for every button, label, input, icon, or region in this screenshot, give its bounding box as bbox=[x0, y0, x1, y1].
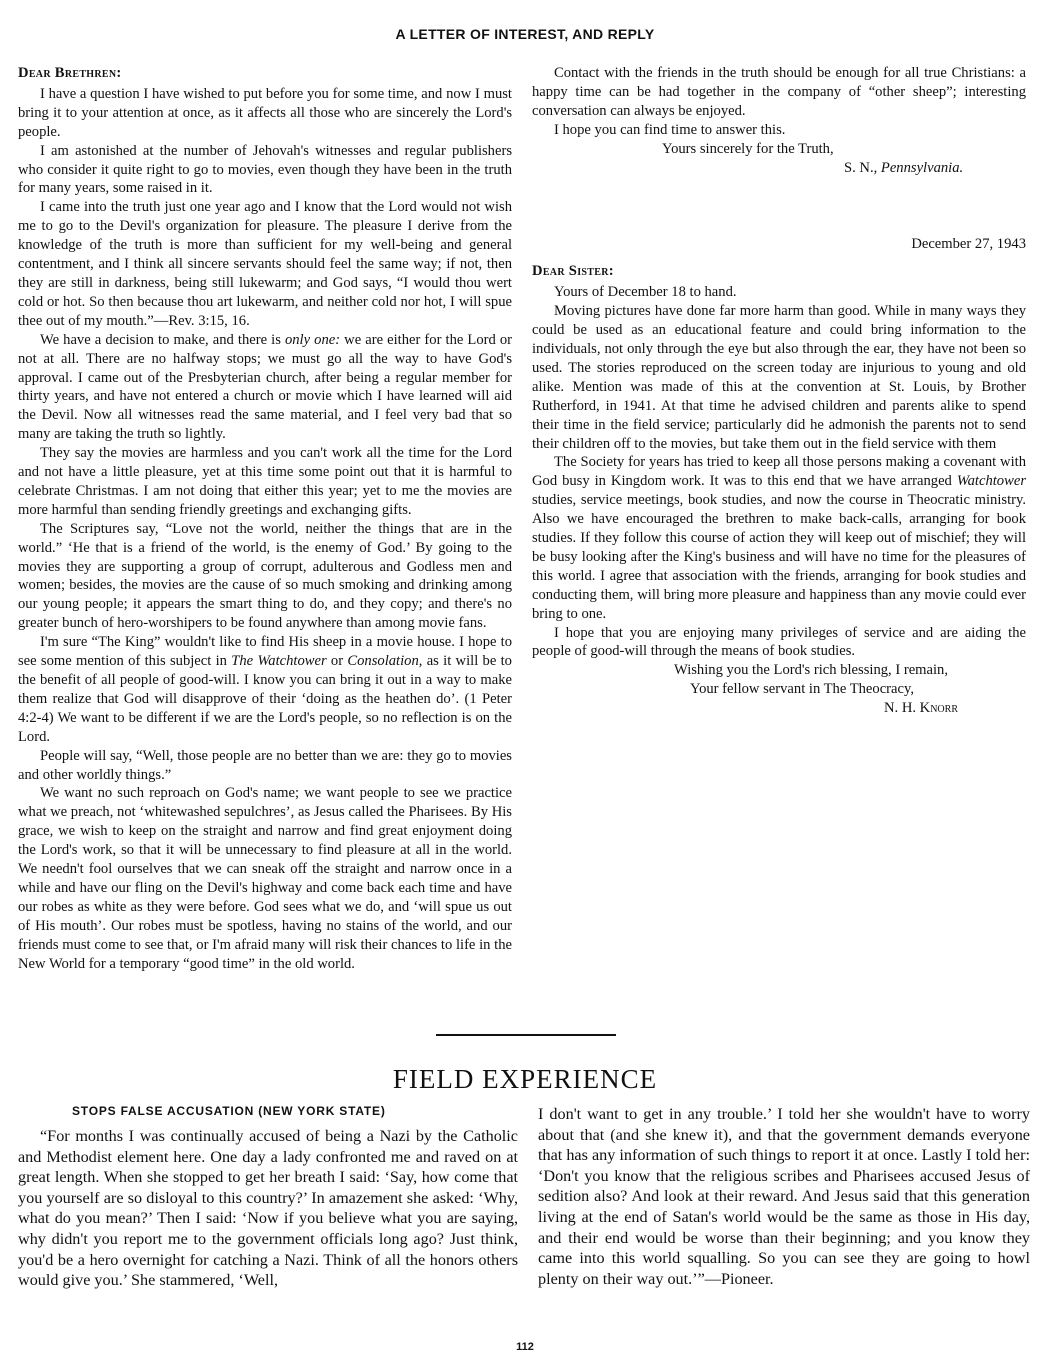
letter-paragraph bbox=[18, 633, 512, 746]
text-run: I'm sure “The King” wouldn't like to find His sheep in a movie house. I hope to see some mention of this subject in bbox=[18, 634, 512, 670]
reply-salutation: Dear Sister: bbox=[532, 263, 614, 280]
letter-signature bbox=[532, 159, 1026, 178]
letter-paragraph: I hope you can find time to answer this. bbox=[554, 121, 786, 138]
reply-paragraph bbox=[532, 453, 1026, 623]
letter-paragraph: I came into the truth just one year ago and I know that the Lord would not wish me to go to the Devil's organization for pleasure. The pleasure I derive from the knowledge of the truth is more than sufficient for my well-being and general contentment, and I think all sincere servants should feel the same way; if not, then they are still in darkness, being still lukewarm; and God says, “I would thou wert cold or hot. So then because thou art lukewarm, and neither cold nor hot, I will spue thee out of my mouth.”—Rev. 3:15, 16. bbox=[18, 199, 512, 329]
experience-paragraph: I don't want to get in any trouble.’ I told her she wouldn't have to worry about that (and she knew it), and that the government demands everyone that has any information of such things to report it at once. Lastly I told her: ‘Don't you know that the religious scribes and Pharisees accused Jesus of sedition also? And look at their reward. And Jesus said that this generation living at the end of Satan's world would be the same as those in His day, and their end would be worse than their beginning; and you know they came into this world squalling. So you can see they are going to howl plenty on their way out.’”—Pioneer. bbox=[538, 1105, 1030, 1288]
letter-paragraph: We want no such reproach on God's name; we want people to see we practice what we preach, not ‘whitewashed sepulchres’, as Jesus called the Pharisees. By His grace, we wish to keep on the straight and narrow and find great enjoyment doing the Lord's work, so that it will be unnecessary to find pleasure at all in the world. We needn't fool ourselves that we can sneak off the straight and narrow once in a while and have our fling on the Devil's highway and come back each time and have our robes as white as they were before. God sees what we do, and ‘will spue us out of His mouth’. Our robes must be spotless, having no stains of the world, and our friends must come to see that, or I'm afraid many will risk their chances to life in the New World for a temporary “good time” in the old world. bbox=[18, 785, 512, 972]
text-run: or bbox=[326, 653, 348, 670]
signature-name: S. N., bbox=[844, 159, 878, 176]
letter-salutation: Dear Brethren: bbox=[18, 65, 122, 81]
signature-place: Pennsylvania. bbox=[880, 159, 964, 176]
reply-signature: N. H. Knorr bbox=[884, 700, 958, 717]
page-number: 112 bbox=[516, 1341, 534, 1353]
letter-paragraph: Contact with the friends in the truth should be enough for all true Christians: a happy time can be had together in the company of “other sheep”; interesting conversation can always be enjoyed. bbox=[532, 65, 1026, 119]
letter-paragraph: The Scriptures say, “Love not the world, neither the things that are in the world.” ‘He that is a friend of the world, is the enemy of God.’ By going to the movies they are supporting a group of corrupt, adulterous and Godless men and women; besides, the movies are the cause of so much smoking and drinking among our young people; it appears the smart thing to do, and they copy; and there's no greater bunch of hero-worshipers to be found anywhere than among movie fans. bbox=[18, 520, 512, 632]
text-run: We have a decision to make, and there is bbox=[40, 331, 285, 348]
reply-paragraph: Moving pictures have done far more harm than good. While in many ways they could be used as an educational feature and could bring information to the individuals, not only through the eye but also through the ear, they have not been so used. The stories reproduced on the screen today are injurious to young and old alike. Mention was made of this at the convention at St. Louis, by Brother Rutherford, in 1941. At that time he advised children and parents alike to spend their time in the field service; particularly did he admonish the parents not to send their children off to the movies, but take them out in the field service with them bbox=[532, 303, 1026, 452]
text-run: we are either for the Lord or not at all. There are no halfway stops; we must go all the way to have God's approval. I came out of the Presbyterian church, after being a regular member for thirty years, and have not entered a church or movie which I have learned will aid the Devil. Now all witnesses read the same material, and I feel very bad that so many are taking the truth so lightly. bbox=[18, 331, 513, 443]
text-run: The Society for years has tried to keep all those persons making a covenant with God busy in Kingdom work. It was to this end that we have arranged bbox=[532, 454, 1026, 490]
reply-date: December 27, 1943 bbox=[911, 236, 1026, 253]
section-title: FIELD EXPERIENCE bbox=[392, 1064, 658, 1094]
experience-paragraph: “For months I was continually accused of being a Nazi by the Catholic and Methodist element here. One day a lady confronted me and raved on at great length. When she stopped to get her breath I said: ‘Say, how come that you yourself are so disloyal to this country?’ In amazement she asked: ‘Why, what do you mean?’ Then I said: ‘Now if you believe what you are saying, why didn't you report me to the government officials long ago? Just think, you'd be a hero overnight for catching a Nazi. Think of all the honors others would give you.’ She stammered, ‘Well, bbox=[18, 1127, 518, 1290]
letter-closing: Yours sincerely for the Truth, bbox=[662, 140, 834, 157]
reply-closing: Your fellow servant in The Theocracy, bbox=[690, 681, 914, 698]
letter-paragraph bbox=[18, 331, 512, 444]
reply-paragraph: Yours of December 18 to hand. bbox=[554, 284, 737, 301]
experience-column-right bbox=[538, 1104, 1030, 1289]
text-run: as it will be to the benefit of all people of good-will. I know you can bring it out in a way to make them realize that God will disapprove of their ‘doing as the heathen do’. (1 Peter 4:2-4) We want to be different if we are the Lord's people, so no reflection is on the Lord. bbox=[18, 653, 512, 745]
emphasis: only one: bbox=[284, 331, 341, 348]
publication-title: Watchtower bbox=[956, 473, 1026, 490]
publication-title: The Watchtower bbox=[231, 653, 327, 670]
reply-paragraph: I hope that you are enjoying many privileges of service and are aiding the people of good-will through the means of book studies. bbox=[532, 624, 1026, 660]
letter-column-right bbox=[532, 64, 1026, 718]
experience-column-left bbox=[18, 1126, 518, 1291]
running-head: A LETTER OF INTEREST, AND REPLY bbox=[395, 26, 655, 42]
letter-paragraph: I am astonished at the number of Jehovah's witnesses and regular publishers who consider it quite right to go to movies, even though they have been in the truth for many years, some raised in it. bbox=[18, 142, 512, 197]
letter-paragraph: I have a question I have wished to put before you for some time, and now I must bring it to your attention at once, as it affects all those who are sincerely the Lord's people. bbox=[18, 85, 512, 140]
letter-paragraph: People will say, “Well, those people are no better than we are: they go to movies and other worldly things.” bbox=[18, 747, 512, 783]
letter-paragraph: They say the movies are harmless and you can't work all the time for the Lord and not have a little pleasure, yet at this time some point out that it is harmful to celebrate Christmas. I am not doing that either this year; yet to me the movies are more harmful than sending friendly greetings and exchanging gifts. bbox=[18, 445, 512, 518]
experience-subhead: STOPS FALSE ACCUSATION (NEW YORK STATE) bbox=[72, 1104, 386, 1118]
section-divider bbox=[436, 1034, 616, 1036]
reply-closing: Wishing you the Lord's rich blessing, I remain, bbox=[674, 662, 949, 679]
publication-title: Consolation, bbox=[347, 653, 423, 670]
text-run: studies, service meetings, book studies, and now the course in Theocratic ministry. Also we have encouraged the brethren to make back-calls, arranging for book studies. If they follow this course of action they will keep out of mischief; they will be busy looking after the King's business and will have no time for the pleasures of this world. I agree that association with the friends, arranging for book studies and conducting them, will bring more pleasure and happiness than any movie could ever bring to one. bbox=[532, 492, 1026, 622]
letter-column-left bbox=[18, 64, 512, 974]
